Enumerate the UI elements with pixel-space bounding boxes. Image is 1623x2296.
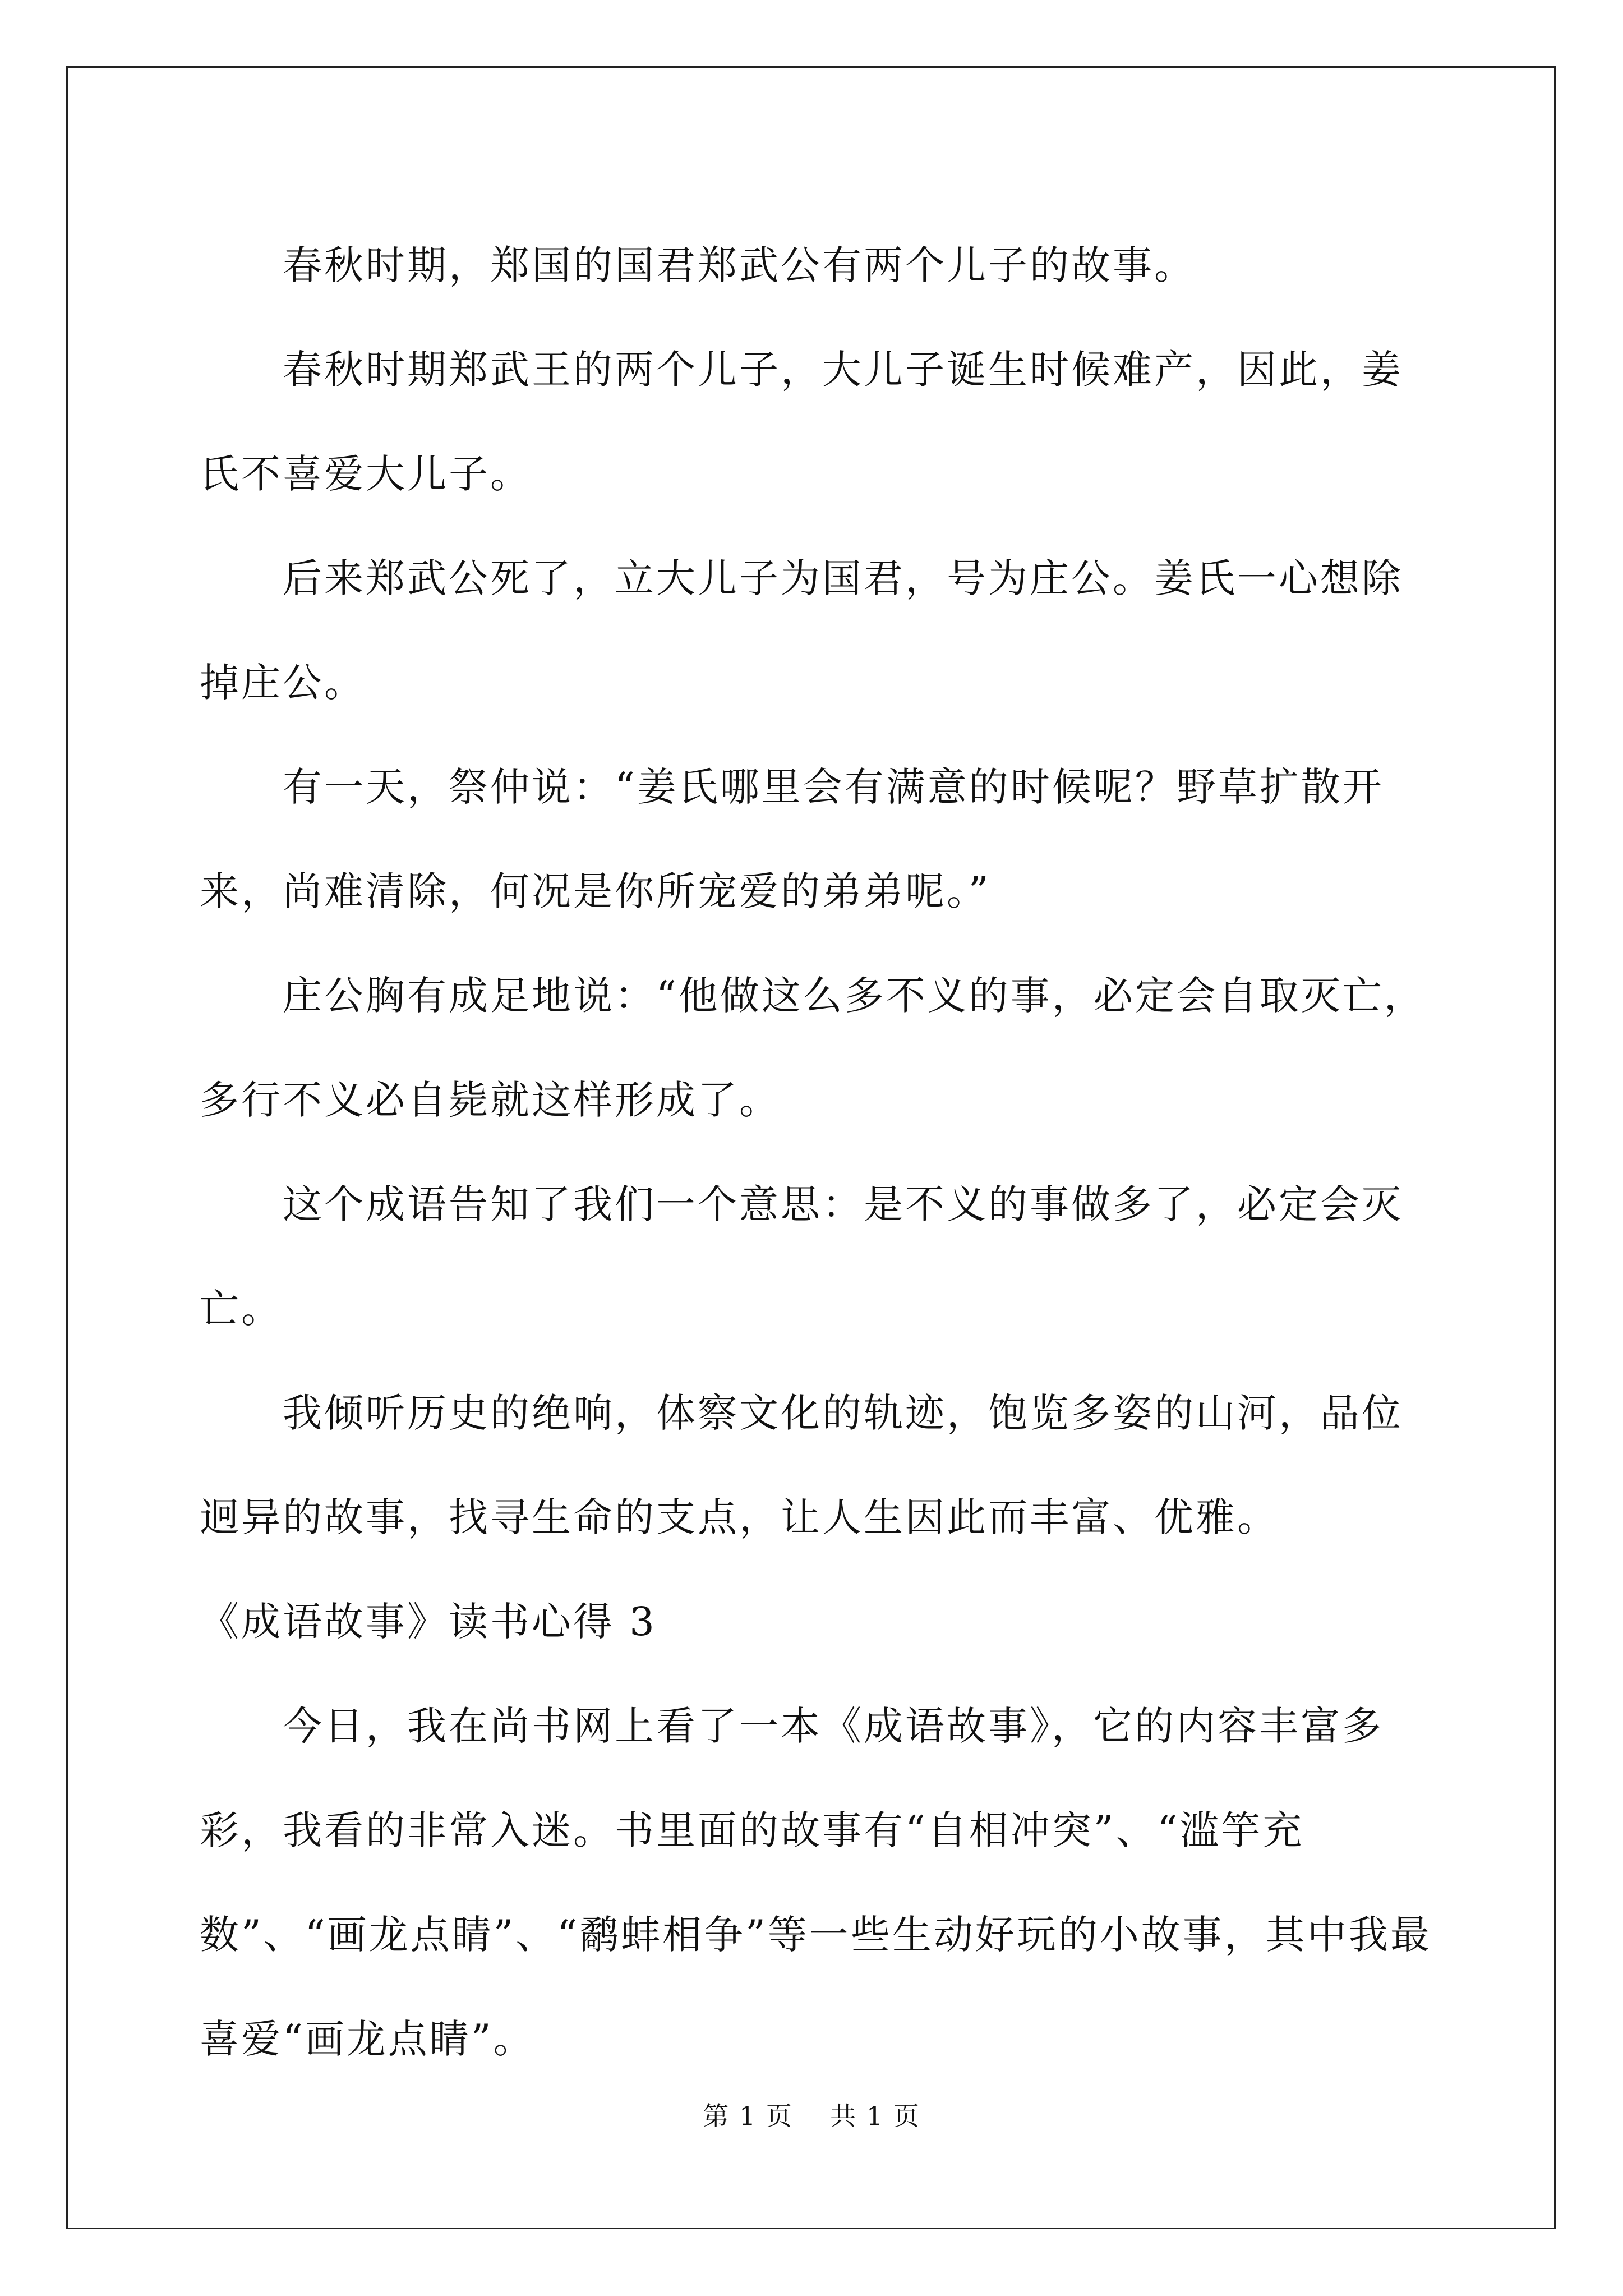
paragraph: 春秋时期，郑国的国君郑武公有两个儿子的故事。 — [283, 242, 1196, 288]
paragraph: 这个成语告知了我们一个意思：是不义的事做多了，必定会灭亡。 — [200, 1181, 1403, 1332]
paragraph: 后来郑武公死了，立大儿子为国君，号为庄公。姜氏一心想除掉庄公。 — [200, 555, 1403, 706]
paragraph: 有一天，祭仲说：“姜氏哪里会有满意的时候呢？野草扩散开来，尚难清除，何况是你所宠爱的弟弟呢。” — [200, 764, 1384, 914]
page-footer — [0, 2099, 1623, 2133]
paragraph: 今日，我在尚书网上看了一本《成语故事》，它的内容丰富多彩，我看的非常入迷。书里面的故事有“自相冲突”、“滥竽充数”、“画龙点睛”、“鹬蚌相争”等一些生动好玩的小故事，其中我最喜爱“画龙点睛”。 — [200, 1703, 1432, 2062]
paragraph: 庄公胸有成足地说：“他做这么多不义的事，必定会自取灭亡，多行不义必自毙就这样形成了。 — [200, 973, 1426, 1123]
paragraph: 我倾听历史的绝响，体察文化的轨迹，饱览多姿的山河，品位迥异的故事，找寻生命的支点，让人生因此而丰富、优雅。 — [200, 1390, 1403, 1540]
section-heading: 《成语故事》读书心得 3 — [200, 1599, 657, 1645]
page-number: 第 1 页 共 1 页 — [703, 2101, 920, 2131]
document-body — [200, 213, 1433, 2091]
paragraph: 春秋时期郑武王的两个儿子，大儿子诞生时候难产，因此，姜氏不喜爱大儿子。 — [200, 347, 1403, 497]
